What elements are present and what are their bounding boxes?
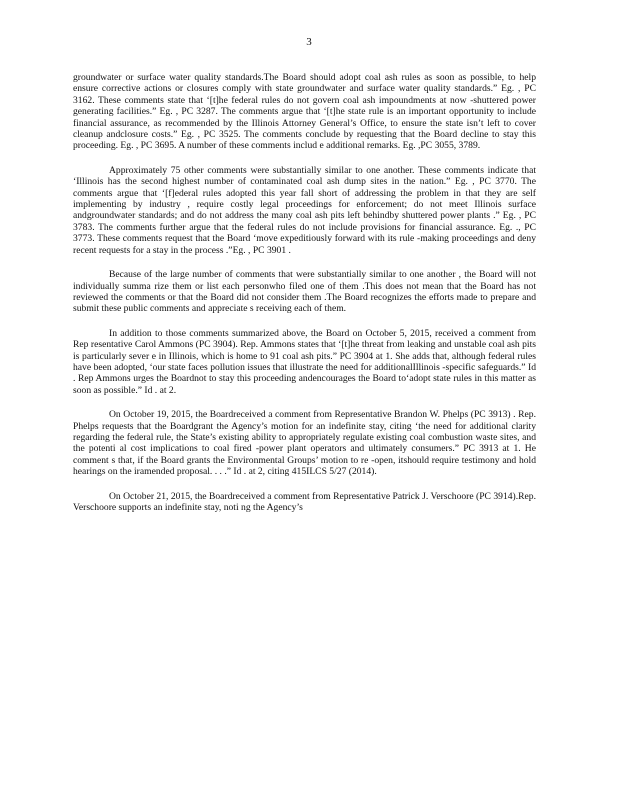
body-text: [73, 72, 536, 526]
paragraph-1: groundwater or surface water quality standards.The Board should adopt coal ash rules as soon as possible, to help ensure corrective actions or closures comply with state groundwater and surface water quality standards.” Eg. , PC 3162. These comments state that ‘[t]he federal rules do not govern coal ash impoundments at now -shuttered power generating facilities.” Eg. , PC 3287. The comments argue that ‘[t]he state rule is an important opportunity to include financial assurance, as recommended by the Illinois Attorney General’s Office, to ensure the state isn’t left to cover cleanup andclosure costs.” Eg. , PC 3525. The comments conclude by requesting that the Board decline to stay this proceeding. Eg. , PC 3695. A number of these comments includ e additional remarks. Eg. ,PC 3055, 3789.: [73, 72, 536, 152]
paragraph-5: On October 19, 2015, the Boardreceived a comment from Representative Brandon W. Phelps (PC 3913) . Rep. Phelps requests that the Boardgrant the Agency’s motion for an indefinite stay, citing ‘the need for additional clarity regarding the federal rule, the State’s existing ability to appropriately regulate existing coal combustion waste sites, and the potenti al cost implications to coal fired -power plant operators and ultimately consumers.” PC 3913 at 1. He comment s that, if the Board grants the Environmental Groups’ motion to re -open, itshould require testimony and hold hearings on the iramended proposal. . . .” Id . at 2, citing 415ILCS 5/27 (2014).: [73, 409, 536, 478]
page-number: 3: [306, 36, 312, 48]
paragraph-6: On October 21, 2015, the Boardreceived a comment from Representative Patrick J. Verschoore (PC 3914).Rep. Verschoore supports an indefinite stay, noti ng the Agency’s: [73, 490, 536, 513]
paragraph-2: Approximately 75 other comments were substantially similar to one another. These comments indicate that ‘Illinois has the second highest number of contaminated coal ash dump sites in the nation.” Eg. , PC 3770. The comments argue that ‘[f]ederal rules adopted this year fall short of addressing the problem in that they are self implementing by industry , require costly legal proceedings for enforcement; do not meet Illinois surface andgroundwater standards; and do not address the many coal ash pits left behindby shuttered power plants .” Eg. , PC 3783. The comments further argue that the federal rules do not include provisions for financial assurance. Eg. ., PC 3773. These comments request that the Board ‘move expeditiously forward with its rule -making proceedings and deny recent requests for a stay in the process .”Eg. , PC 3901 .: [73, 164, 536, 256]
paragraph-4: In addition to those comments summarized above, the Board on October 5, 2015, received a comment from Rep resentative Carol Ammons (PC 3904). Rep. Ammons states that ‘[t]he threat from leaking and unstable coal ash pits is particularly sever e in Illinois, which is home to 91 coal ash pits.” PC 3904 at 1. She adds that, although federal rules have been adopted, ‘our state faces pollution issues that illustrate the need for additionalIllinois -specific safeguards.” Id . Rep Ammons urges the Boardnot to stay this proceeding andencourages the Board to‘adopt state rules in this matter as soon as possible.” Id . at 2.: [73, 327, 536, 396]
paragraph-3: Because of the large number of comments that were substantially similar to one another , the Board will not individually summa rize them or list each personwho filed one of them .This does not mean that the Board has not reviewed the comments or that the Board did not consider them .The Board recognizes the efforts made to prepare and submit these public comments and appreciate s receiving each of them.: [73, 269, 536, 315]
